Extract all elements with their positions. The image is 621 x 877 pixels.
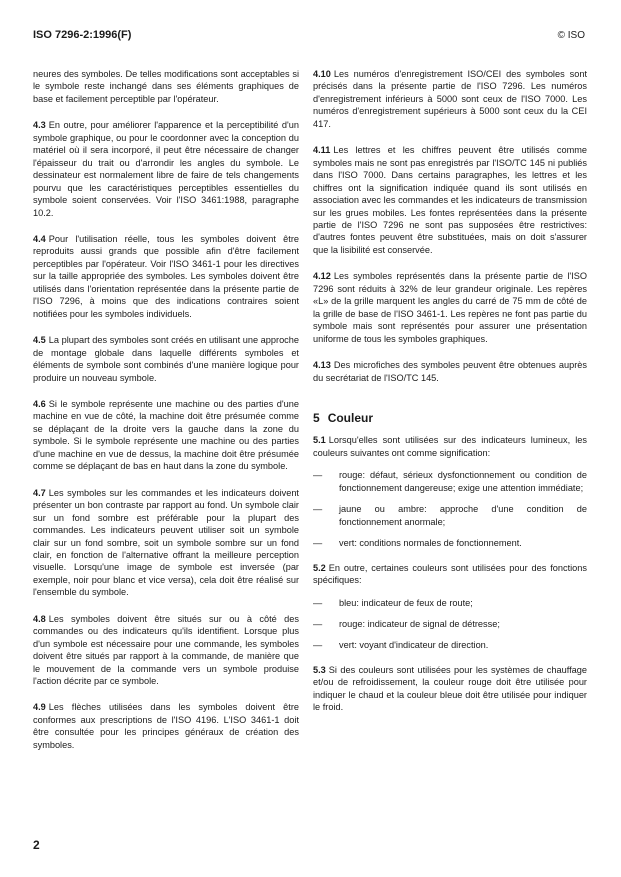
right-column — [313, 68, 587, 728]
left-column — [33, 68, 299, 765]
paragraph-4-12: 4.12 Les symboles représentés dans la présente partie de l'ISO 7296 sont réduits à 32% de leur grandeur originale. Les repères «L» de la grille marquent les angles du carré de 75 mm de côté de la grille de base de l'ISO 3461-1. Les repères ne font pas partie du symbole mais sont représentés pour assurer une présentation uniforme de tous les symboles graphiques. — [313, 271, 587, 344]
clause-number: 4.12 — [313, 271, 331, 282]
paragraph-5-1: 5.1 Lorsqu'elles sont utilisées sur des indicateurs lumineux, les couleurs suivantes ont comme signification: — [313, 435, 587, 458]
list-item: — vert: voyant d'indicateur de direction. — [313, 640, 489, 651]
list-item: — vert: conditions normales de fonctionnement. — [313, 538, 522, 549]
document-id: ISO 7296-2:1996(F) — [33, 29, 132, 41]
clause-number: 4.11 — [313, 145, 331, 156]
list-item: — rouge: défaut, sérieux dysfonctionnement ou condition de fonctionnement dangereuse; exige une attention immédiate; — [313, 470, 587, 493]
paragraph-4-4: 4.4 Pour l'utilisation réelle, tous les symboles doivent être reproduits aussi grands que possible afin d'être facilement perceptibles par l'opérateur. Voir l'ISO 3461-1 pour les directives sur la taille appropriée des symboles. Les symboles doivent être utilisés dans l'orientation représentée dans la présente partie de l'ISO 7296, à moins que des indications contraires soient notifiées pour les symboles individuels. — [33, 233, 299, 319]
paragraph-5-2: 5.2 En outre, certaines couleurs sont utilisées pour des fonctions spécifiques: — [313, 562, 587, 586]
clause-number: 5.1 — [313, 435, 326, 446]
color-meaning-list — [313, 469, 587, 549]
section-number: 5 — [313, 410, 320, 425]
paragraph-4-6: 4.6 Si le symbole représente une machine ou des parties d'une machine en vue de côté, la machine doit être présumée comme se déplaçant de la droite vers la gauche dans la zone du symbole. Si le symbole représente une machine ou des parties d'une machine en vue de dessus, la machine doit être présumée comme se déplaçant de bas en haut dans la zone du symbole. — [33, 398, 299, 472]
section-title: Couleur — [327, 410, 374, 425]
paragraph-4-8: 4.8 Les symboles doivent être situés sur ou à côté des commandes ou des indicateurs qu'ils identifient. Lorsque plus d'un symbole est nécessaire pour une commande, les symboles doivent être situés par rapport à la commande, de manière que le mouvement de la commande vers un symbole produise l'action décrite par ce symbole. — [33, 613, 299, 687]
clause-number: 4.13 — [313, 360, 331, 371]
copyright-notice: © ISO — [557, 30, 585, 41]
clause-number: 4.6 — [33, 398, 46, 409]
paragraph-4-11: 4.11 Les lettres et les chiffres peuvent être utilisés comme symboles mais ne sont pas enregistrés par l'ISO/TC 145 ni publiés dans l'ISO 7000. Dans certains paragraphes, les lettres et les chiffres ont la signification indiquée quand ils sont utilisés en association avec les commandes et les indicateurs de transmission sur les grues mobiles. Les fontes représentées dans la présente partie de l'ISO 7296 ne sont pas supposées être restrictives: d'autres fontes peuvent être substituées, mais on doit s'assurer que la lisibilité est conservée. — [313, 145, 587, 255]
specific-functions-list — [313, 597, 587, 652]
list-item: — jaune ou ambre: approche d'une condition de fonctionnement anormale; — [313, 504, 587, 527]
paragraph-4-3: 4.3 En outre, pour améliorer l'apparence et la perceptibilité d'un symbole graphique, ou pour le coordonner avec la conception du matériel où il sera incorporé, il peut être nécessaire de changer l'épaisseur du trait ou d'arrondir les angles du symbole. Le dessinateur est normalement libre de faire de tels changements pourvu que les caractéristiques perceptibles essentielles du symbole soient conservées. Voir l'ISO 3461:1988, paragraphe 10.2. — [33, 120, 299, 218]
clause-number: 4.7 — [33, 487, 46, 498]
paragraph-5-3: 5.3 Si des couleurs sont utilisées pour les systèmes de chauffage et/ou de refroidissement, la couleur rouge doit être utilisée pour indiquer le chaud et la couleur bleue doit être utilisée pour indiquer le froid. — [313, 664, 587, 713]
paragraph-4-13: 4.13 Des microfiches des symboles peuvent être obtenues auprès du secrétariat de l'ISO/TC 145. — [313, 360, 587, 383]
clause-number: 4.3 — [33, 120, 46, 131]
clause-number: 4.8 — [33, 613, 46, 624]
page-number: 2 — [33, 838, 40, 852]
clause-number: 4.5 — [33, 335, 46, 346]
clause-number: 4.4 — [33, 233, 46, 244]
list-item: — bleu: indicateur de feux de route; — [313, 597, 473, 608]
clause-number: 4.10 — [313, 69, 331, 79]
clause-number: 5.2 — [313, 562, 326, 573]
clause-number: 4.9 — [33, 702, 46, 713]
paragraph-4-7: 4.7 Les symboles sur les commandes et les indicateurs doivent présenter un bon contraste par rapport au fond. Un symbole clair sur un fond sombre est préférable pour la plupart des commandes. Les indicateurs peuvent utiliser soit un symbole clair sur un fond sombre, soit un symbole sombre sur un fond clair, en fonction de l'alternative offrant la meilleure perception visuelle. Lorsqu'une image de symbole est inversée (par exemple, noir pour blanc et vice versa), cela doit être réalisé sur l'ensemble du symbole. — [33, 487, 299, 598]
clause-number: 5.3 — [313, 664, 326, 675]
paragraph-continued: neures des symboles. De telles modifications sont acceptables si le symbole reste inchangé dans ses éléments graphiques de base et facilement perceptible par l'opérateur. — [33, 69, 299, 104]
section-heading-couleur — [313, 412, 587, 424]
paragraph-4-9: 4.9 Les flèches utilisées dans les symboles doivent être conformes aux prescriptions de l'ISO 4196. L'ISO 3461-1 doit être consultée pour les principes généraux de création des symboles. — [33, 702, 299, 750]
paragraph-4-10: 4.10 Les numéros d'enregistrement ISO/CEI des symboles sont précisés dans la présente partie de l'ISO 7296. Les numéros d'enregistrement inférieurs à 5000 sont ceux de l'ISO 7000. Les numéros d'enregistrement supérieurs à 5000 sont ceux du la CEI 417. — [313, 69, 587, 129]
paragraph-4-5: 4.5 La plupart des symboles sont créés en utilisant une approche de montage globale dans laquelle différents symboles et éléments de symbole sont combinés d'une manière logique pour produire un nouveau symbole. — [33, 335, 299, 383]
list-item: — rouge: indicateur de signal de détresse; — [313, 618, 500, 629]
